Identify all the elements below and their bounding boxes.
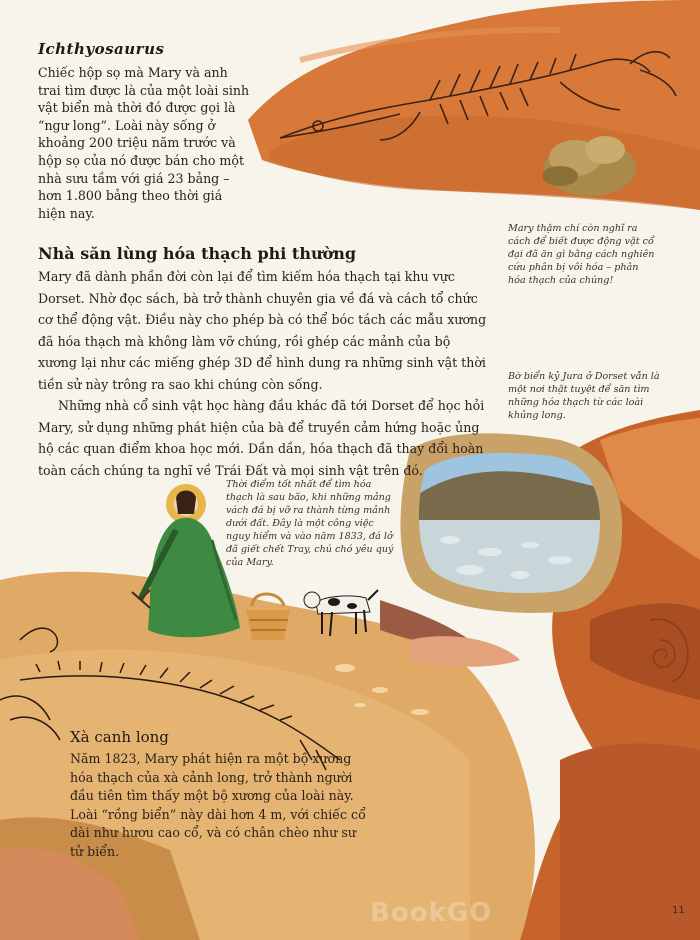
page-number: 11	[672, 905, 685, 916]
jurassic-coast-caption: Bờ biển kỷ Jura ở Dorset vẫn là một nơi thật tuyệt để săn tìm những hóa thạch từ các loài khủng long.	[508, 371, 660, 421]
coprolite-caption: Mary thậm chí còn nghĩ ra cách để biết được động vật cổ đại đã ăn gì bằng cách nghiên cứu phân bị vôi hóa – phân hóa thạch của chúng!	[508, 223, 655, 286]
paragraph-2: Những nhà cổ sinh vật học hàng đầu khác đã tới Dorset để học hỏi Mary, sử dụng những phát hiện của bà để truyền cảm hứng hoặc ủng hộ các quan điểm khoa học mới. Dần dần, hóa thạch đã thay đổi hoàn toàn cách chúng ta nghĩ về Trái Đất và mọi sinh vật trên đó.	[38, 398, 485, 478]
section-heading: Nhà săn lùng hóa thạch phi thường	[38, 244, 357, 263]
ichthyosaurus-title: Ichthyosaurus	[38, 40, 165, 58]
paragraph-1: Mary đã dành phần đời còn lại để tìm kiếm hóa thạch tại khu vực Dorset. Nhờ đọc sách, bà trở thành chuyên gia về đá và cách tổ chức cơ thể động vật. Điều này cho phép bà có thể bóc tách các mẫu xương đã hóa thạch mà không làm vỡ chúng, rồi ghép các mảnh của bộ xương lại như các miếng ghép 3D để hình dung ra những sinh vật thời tiền sử này trông ra sao khi chúng còn sống.	[38, 269, 487, 392]
ichthyosaurus-text: Chiếc hộp sọ mà Mary và anh trai tìm được là của một loài sinh vật biển mà thời đó được gọi là “ngư long”. Loài này sống ở khoảng 200 triệu năm trước và hộp sọ của nó được bán cho một nhà sưu tầm với giá 23 bảng – hơn 1.800 bảng theo thời giá hiện nay.	[38, 65, 250, 221]
basket	[246, 594, 290, 640]
plesiosaur-text: Năm 1823, Mary phát hiện ra một bộ xương hóa thạch của xà cảnh long, trở thành người đầu tiên tìm thấy một bộ xương của loài này. Loài “rồng biển” này dài hơn 4 m, với chiếc cổ dài như hươu cao cổ, và có chân chèo như sư tử biển.	[70, 751, 366, 859]
watermark: BookGO	[370, 898, 493, 928]
main-body-text	[38, 266, 488, 481]
storm-caption: Thời điểm tốt nhất để tìm hóa thạch là sau bão, khi những mảng vách đá bị vỡ ra thành từng mảnh dưới đất. Đây là một công việc nguy hiểm và vào năm 1833, đá lở đã giết chết Tray, chú chó yêu quý của Mary.	[226, 479, 394, 568]
plesiosaur-title: Xà canh long	[70, 728, 169, 746]
